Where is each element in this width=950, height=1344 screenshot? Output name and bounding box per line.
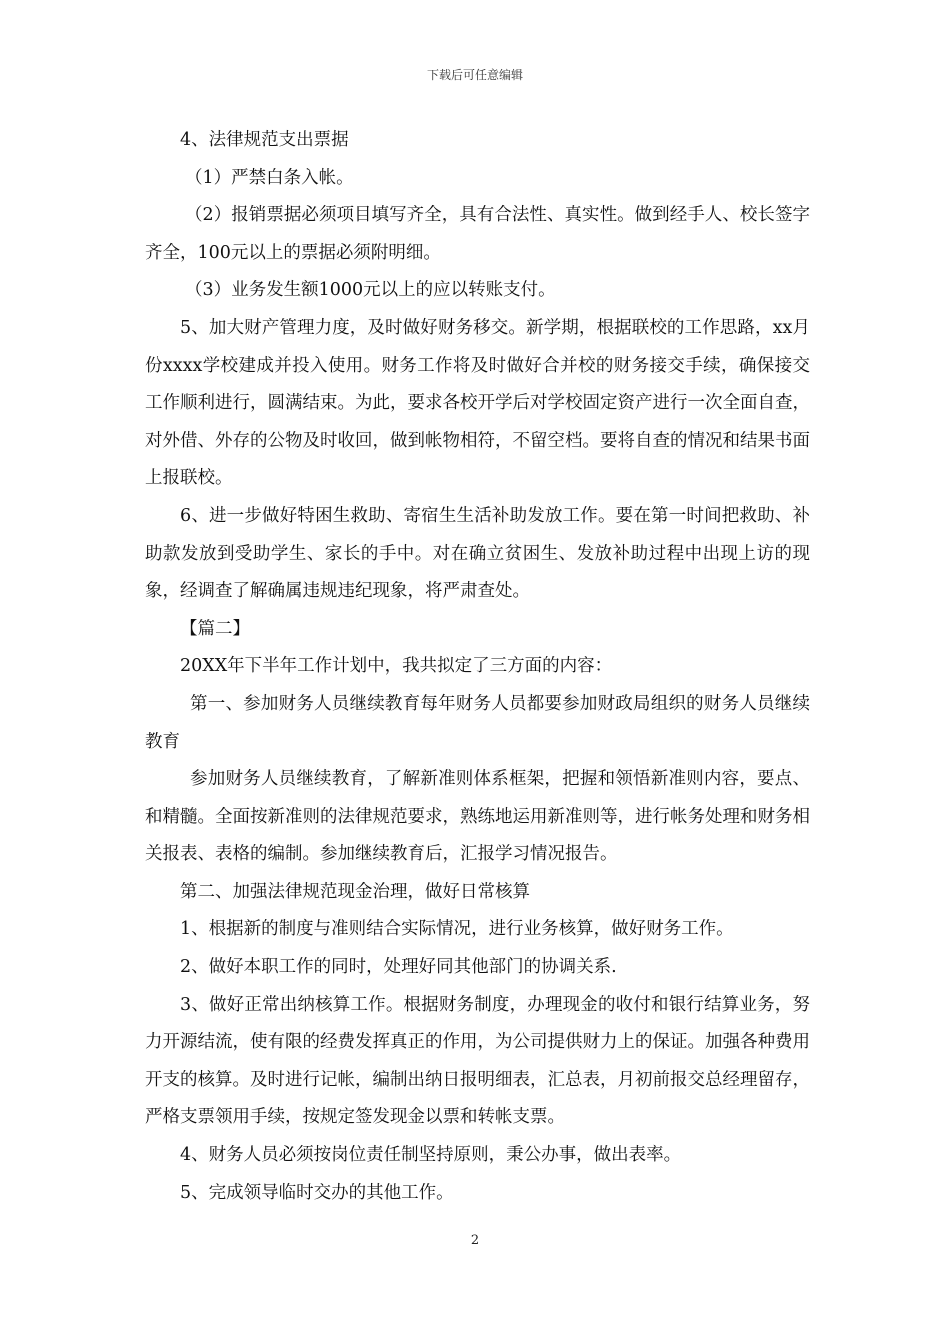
paragraph-4-item-3: （3）业务发生额1000元以上的应以转账支付。 (185, 280, 556, 301)
plan-item-second-2: 2、做好本职工作的同时，处理好同其他部门的协调关系. (180, 957, 617, 978)
plan-intro: 20XX年下半年工作计划中，我共拟定了三方面的内容： (180, 656, 613, 677)
plan-item-second-1: 1、根据新的制度与准则结合实际情况，进行业务核算，做好财务工作。 (180, 919, 734, 940)
paragraph-4-item-1: （1）严禁白条入帐。 (185, 167, 354, 188)
plan-item-second-4: 4、财务人员必须按岗位责任制坚持原则，秉公办事，做出表率。 (180, 1145, 682, 1166)
page-header-note: 下载后可任意编辑 (426, 68, 523, 82)
plan-item-second-heading: 第二、加强法律规范现金治理，做好日常核算 (180, 881, 530, 902)
plan-item-first-body: 参加财务人员继续教育，了解新准则体系框架，把握和领悟新准则内容，要点、和精髓。全面按新准则的法律规范要求，熟练地运用新准则等，进行帐务处理和财务相关报表、表格的编制。参加继续教育后，汇报学习情况报告。 (145, 769, 810, 865)
paragraph-4-heading: 4、法律规范支出票据 (180, 130, 349, 150)
page-number: 2 (470, 1233, 480, 1248)
paragraph-4-item-2: （2）报销票据必须项目填写齐全，具有合法性、真实性。做到经手人、校长签字齐全，100元以上的票据必须附明细。 (145, 205, 810, 263)
paragraph-5: 5、加大财产管理力度，及时做好财务移交。新学期，根据联校的工作思路，xx月份xxxx学校建成并投入使用。财务工作将及时做好合并校的财务接交手续，确保接交工作顺利进行，圆满结束。为此，要求各校开学后对学校固定资产进行一次全面自查，对外借、外存的公物及时收回，做到帐物相符，不留空档。要将自查的情况和结果书面上报联校。 (145, 317, 810, 489)
plan-item-second-5: 5、完成领导临时交办的其他工作。 (180, 1182, 454, 1203)
plan-item-first-heading: 第一、参加财务人员继续教育每年财务人员都要参加财政局组织的财务人员继续教育 (145, 693, 810, 752)
section-title-part-two: 【篇二】 (180, 618, 250, 639)
document-body (145, 122, 810, 1212)
paragraph-6: 6、进一步做好特困生救助、寄宿生生活补助发放工作。要在第一时间把救助、补助款发放到受助学生、家长的手中。对在确立贫困生、发放补助过程中出现上访的现象，经调查了解确属违规违纪现象，将严肃查处。 (145, 505, 810, 602)
plan-item-second-3: 3、做好正常出纳核算工作。根据财务制度，办理现金的收付和银行结算业务，努力开源结流，使有限的经费发挥真正的作用，为公司提供财力上的保证。加强各种费用开支的核算。及时进行记帐，编制出纳日报明细表，汇总表，月初前报交总经理留存，严格支票领用手续，按规定签发现金以票和转帐支票。 (145, 994, 810, 1128)
